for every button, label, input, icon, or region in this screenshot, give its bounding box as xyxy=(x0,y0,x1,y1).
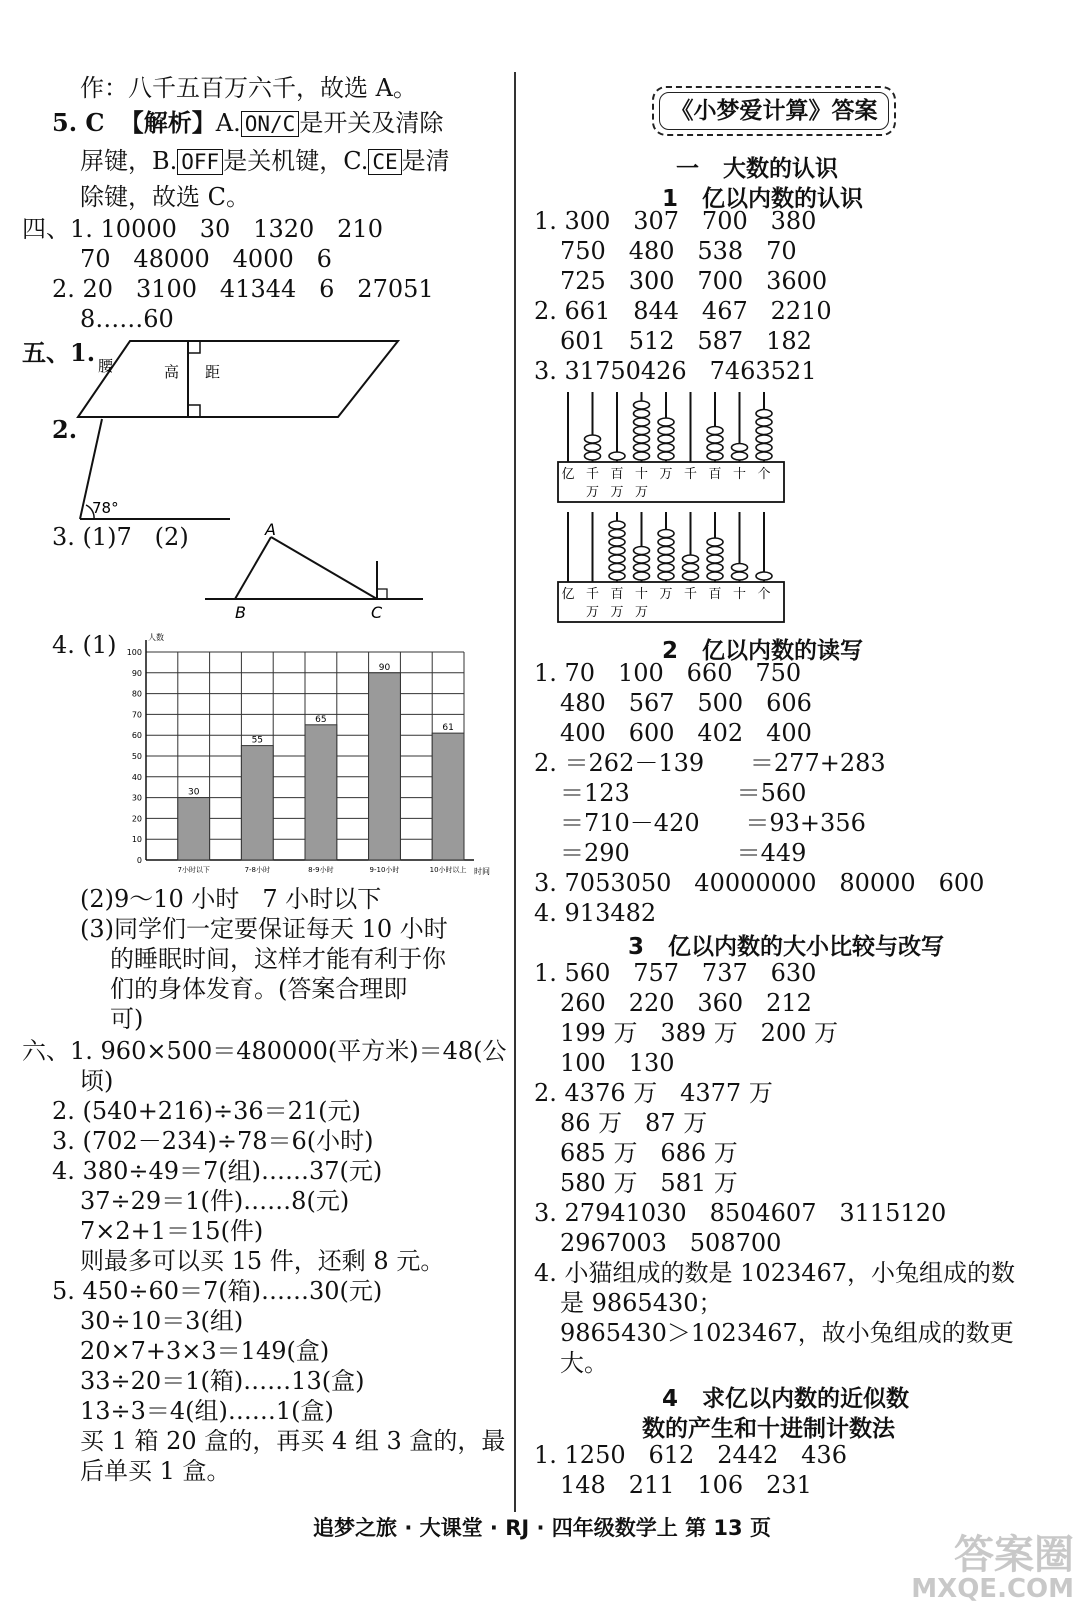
s2-answer2a: 2. ＝262－139 ＝277+283 xyxy=(534,749,886,777)
section5-answer4-3b: 的睡眠时间，这样才能有利于你 xyxy=(110,945,446,973)
abacus-place-label: 万 xyxy=(659,587,673,602)
bar xyxy=(369,673,401,860)
abacus-bead xyxy=(585,444,601,452)
analysis-tag: 【解析】 xyxy=(119,108,216,137)
s1-answer1a: 1. 300 307 700 380 xyxy=(534,207,817,235)
y-tick-label: 80 xyxy=(131,689,142,699)
s3-answer2a: 2. 4376 万 4377 万 xyxy=(534,1079,773,1107)
y-tick-label: 40 xyxy=(131,772,142,782)
abacus-place-sublabel: 万 xyxy=(634,605,649,620)
watermark-url: MXQE.COM xyxy=(911,1574,1074,1604)
abacus-bead xyxy=(658,572,674,580)
abacus-bead xyxy=(707,572,723,580)
abacus-bead xyxy=(634,564,650,572)
s3-answer1b: 260 220 360 212 xyxy=(560,989,812,1017)
section6-answer4d: 则最多可以买 15 件，还剩 8 元。 xyxy=(80,1247,445,1275)
y-tick-label: 100 xyxy=(126,648,142,657)
abacus-bead xyxy=(634,555,650,563)
abacus-bead xyxy=(683,555,699,563)
unit1-heading: 一 大数的认识 xyxy=(676,156,839,182)
bar xyxy=(432,733,464,860)
y-tick-label: 90 xyxy=(131,668,142,678)
option-c-desc: 是清 xyxy=(401,147,450,175)
abacus-bead xyxy=(756,572,772,580)
key-off-label: OFF xyxy=(177,149,223,175)
abacus-bead xyxy=(658,452,674,460)
abacus-bead xyxy=(707,538,723,546)
section5-answer4-label: 4. (1) xyxy=(52,631,117,659)
abacus-place-label: 个 xyxy=(757,587,771,602)
abacus-bead xyxy=(609,530,625,538)
bar-value-label: 30 xyxy=(187,787,200,798)
s1-answer3: 3. 31750426 7463521 xyxy=(534,357,817,385)
s1-answer1b: 750 480 538 70 xyxy=(560,237,797,265)
y-tick-label: 10 xyxy=(131,835,142,845)
side-label: 腰 xyxy=(98,357,114,375)
answer-4-continued: 作：八千五百万六千，故选 A。 xyxy=(80,74,417,102)
abacus-bead xyxy=(658,435,674,443)
section6-answer4b: 37÷29＝1(件)……8(元) xyxy=(80,1187,350,1215)
section6-answer3: 3. (702－234)÷78＝6(小时) xyxy=(52,1127,374,1155)
y-tick-label: 30 xyxy=(131,793,142,803)
abacus-place-label: 十 xyxy=(634,467,649,482)
key-ce-label: CE xyxy=(368,149,401,175)
abacus-place-label: 十 xyxy=(732,467,747,482)
s2-answer1a: 1. 70 100 660 750 xyxy=(534,659,802,687)
abacus-bead xyxy=(609,555,625,563)
section6-answer5g: 后单买 1 盒。 xyxy=(80,1457,231,1485)
section6-answer5f: 买 1 箱 20 盒的，再买 4 组 3 盒的，最 xyxy=(80,1427,506,1455)
height-label-2: 距 xyxy=(205,363,221,381)
page-footer: 追梦之旅 · 大课堂 · RJ · 四年级数学上 第 13 页 xyxy=(313,1516,771,1540)
abacus-bead xyxy=(634,547,650,555)
s3-answer1d: 100 130 xyxy=(560,1049,675,1077)
abacus-bead xyxy=(707,452,723,460)
abacus-place-sublabel: 万 xyxy=(610,605,624,620)
watermark-logo: 答案圈 xyxy=(954,1532,1074,1578)
abacus-bead xyxy=(732,572,748,580)
abacus-place-label: 千 xyxy=(585,467,600,482)
section4-heading-a: 4 求亿以内数的近似数 xyxy=(662,1386,910,1412)
abacus-place-label: 个 xyxy=(757,467,771,482)
abacus-bead xyxy=(707,444,723,452)
option-a: A. xyxy=(215,109,241,137)
vertex-a: A xyxy=(265,520,276,539)
section5-answer3: 3. (1)7 (2) xyxy=(52,523,189,551)
section5-answer2-label: 2. xyxy=(52,415,78,444)
x-tick-label: 9-10小时 xyxy=(369,866,400,874)
abacus-31750426 xyxy=(558,392,788,504)
abacus-bead xyxy=(756,452,772,460)
x-tick-label: 8-9小时 xyxy=(308,866,334,874)
abacus-bead xyxy=(609,547,625,555)
section4-heading-b: 数的产生和十进制计数法 xyxy=(642,1416,895,1442)
abacus-bead xyxy=(634,410,650,418)
x-tick-label: 10小时以上 xyxy=(429,866,467,874)
abacus-place-label: 亿 xyxy=(561,587,575,602)
section5-answer4-3a: (3)同学们一定要保证每天 10 小时 xyxy=(80,915,448,943)
abacus-bead xyxy=(585,435,601,443)
section2-heading: 2 亿以内数的读写 xyxy=(662,638,864,664)
abacus-bead xyxy=(585,452,601,460)
answer-title-box xyxy=(652,86,896,136)
s1-answer2a: 2. 661 844 467 2210 xyxy=(534,297,832,325)
s2-answer1b: 480 567 500 606 xyxy=(560,689,812,717)
section6-answer5c: 20×7+3×3＝149(盒) xyxy=(80,1337,330,1365)
abacus-bead xyxy=(707,564,723,572)
abacus-place-label: 十 xyxy=(732,587,747,602)
s2-answer1c: 400 600 402 400 xyxy=(560,719,812,747)
section6-answer2: 2. (540+216)÷36＝21(元) xyxy=(52,1097,361,1125)
section5-answer1-label: 五、1. xyxy=(22,338,96,367)
section6-answer5a: 5. 450÷60＝7(箱)……30(元) xyxy=(52,1277,383,1305)
abacus-bead xyxy=(658,427,674,435)
section4-answer2a: 2. 20 3100 41344 6 27051 xyxy=(52,275,434,303)
section4-answer1a: 四、1. 10000 30 1320 210 xyxy=(22,215,383,243)
s4-answer1a: 1. 1250 612 2442 436 xyxy=(534,1441,847,1469)
abacus-place-label: 亿 xyxy=(561,467,575,482)
angle-78-figure xyxy=(70,415,240,525)
abacus-place-label: 万 xyxy=(659,467,673,482)
abacus-bead xyxy=(756,427,772,435)
abacus-bead xyxy=(658,555,674,563)
section4-answer1b: 70 48000 4000 6 xyxy=(80,245,332,273)
abacus-bead xyxy=(756,435,772,443)
s3-answer3a: 3. 27941030 8504607 3115120 xyxy=(534,1199,947,1227)
vertex-b: B xyxy=(235,603,246,622)
s3-answer2b: 86 万 87 万 xyxy=(560,1109,708,1137)
section6-answer4a: 4. 380÷49＝7(组)……37(元) xyxy=(52,1157,383,1185)
right-angle-mark-top xyxy=(188,341,200,353)
abacus-7463521 xyxy=(558,512,788,624)
x-tick-label: 7-8小时 xyxy=(244,866,271,874)
section1-heading: 1 亿以内数的认识 xyxy=(662,186,864,212)
x-axis-label: 时间 xyxy=(474,867,490,876)
abacus-bead xyxy=(634,444,650,452)
s2-answer3: 3. 7053050 40000000 80000 600 xyxy=(534,869,985,897)
abacus-bead xyxy=(609,521,625,529)
s1-answer2b: 601 512 587 182 xyxy=(560,327,812,355)
abacus-place-sublabel: 万 xyxy=(585,605,600,620)
abacus-bead xyxy=(707,427,723,435)
bar-value-label: 65 xyxy=(315,714,327,725)
s2-answer2c: ＝710－420 ＝93+356 xyxy=(560,809,866,837)
bar-value-label: 90 xyxy=(378,662,391,673)
abacus-bead xyxy=(707,435,723,443)
abacus-bead xyxy=(634,435,650,443)
abacus-bead xyxy=(756,444,772,452)
abacus-bead xyxy=(634,427,650,435)
s2-answer2b: ＝123 ＝560 xyxy=(560,779,807,807)
bar xyxy=(305,725,337,860)
s3-answer1a: 1. 560 757 737 630 xyxy=(534,959,817,987)
abacus-place-label: 百 xyxy=(708,467,722,482)
abacus-bead xyxy=(683,572,699,580)
s3-answer4b: 是 9865430； xyxy=(560,1289,723,1317)
side-ab xyxy=(235,537,271,599)
x-tick-label: 7小时以下 xyxy=(177,866,210,874)
abacus-place-label: 百 xyxy=(610,587,624,602)
abacus-bead xyxy=(732,564,748,572)
bar xyxy=(178,798,210,860)
abacus-bead xyxy=(658,444,674,452)
abacus-place-label: 千 xyxy=(683,587,698,602)
option-b-desc: 是关机键，C. xyxy=(223,147,369,175)
y-tick-label: 70 xyxy=(131,710,142,720)
height-label-1: 高 xyxy=(164,363,180,381)
angle-label: 78° xyxy=(92,499,119,517)
section5-answer4-3c: 们的身体发育。(答案合理即 xyxy=(110,975,408,1003)
abacus-place-label: 十 xyxy=(634,587,649,602)
section4-answer2b: 8……60 xyxy=(80,305,174,333)
triangle-figure xyxy=(205,520,425,625)
s3-answer4a: 4. 小猫组成的数是 1023467，小兔组成的数 xyxy=(534,1259,1016,1287)
answer-q5 xyxy=(52,108,443,139)
abacus-place-label: 千 xyxy=(683,467,698,482)
vertex-c: C xyxy=(371,603,383,622)
bar-value-label: 55 xyxy=(251,735,264,746)
question-number: 5. C xyxy=(52,108,105,137)
abacus-place-sublabel: 万 xyxy=(610,485,624,500)
section6-answer4c: 7×2+1＝15(件) xyxy=(80,1217,264,1245)
abacus-bead xyxy=(756,410,772,418)
section6-answer5b: 30÷10＝3(组) xyxy=(80,1307,244,1335)
s3-answer1c: 199 万 389 万 200 万 xyxy=(560,1019,839,1047)
abacus-bead xyxy=(707,547,723,555)
s3-answer3b: 2967003 508700 xyxy=(560,1229,782,1257)
sleep-bar-chart xyxy=(118,632,498,894)
abacus-bead xyxy=(634,452,650,460)
s2-answer2d: ＝290 ＝449 xyxy=(560,839,807,867)
parallelogram-shape xyxy=(78,341,398,417)
abacus-bead xyxy=(756,418,772,426)
bar-value-label: 61 xyxy=(442,723,454,734)
s3-answer2c: 685 万 686 万 xyxy=(560,1139,738,1167)
answer-q5-line2 xyxy=(80,146,450,177)
abacus-bead xyxy=(707,555,723,563)
abacus-bead xyxy=(658,538,674,546)
y-tick-label: 20 xyxy=(131,814,142,824)
section5-answer4-2: (2)9～10 小时 7 小时以下 xyxy=(80,885,382,913)
abacus-bead xyxy=(609,572,625,580)
right-angle-mark-c xyxy=(377,589,387,599)
abacus-bead xyxy=(658,418,674,426)
abacus-bead xyxy=(609,564,625,572)
abacus-bead xyxy=(683,564,699,572)
option-a-desc: 是开关及清除 xyxy=(299,109,444,137)
section6-answer5d: 33÷20＝1(箱)……13(盒) xyxy=(80,1367,365,1395)
abacus-bead xyxy=(732,444,748,452)
answer-q5-line3: 除键，故选 C。 xyxy=(80,183,250,211)
y-tick-label: 0 xyxy=(136,856,142,865)
column-divider xyxy=(514,72,516,1512)
section6-answer5e: 13÷3＝4(组)……1(盒) xyxy=(80,1397,334,1425)
abacus-bead xyxy=(634,572,650,580)
s3-answer4d: 大。 xyxy=(560,1349,608,1377)
key-onc-label: ON/C xyxy=(241,111,300,137)
section6-answer1a: 六、1. 960×500＝480000(平方米)＝48(公 xyxy=(22,1037,507,1065)
abacus-bead xyxy=(634,418,650,426)
abacus-place-label: 千 xyxy=(585,587,600,602)
abacus-bead xyxy=(658,530,674,538)
y-tick-label: 50 xyxy=(131,752,142,761)
s1-answer1c: 725 300 700 3600 xyxy=(560,267,828,295)
s4-answer1b: 148 211 106 231 xyxy=(560,1471,812,1499)
abacus-bead xyxy=(634,401,650,409)
abacus-place-sublabel: 万 xyxy=(634,485,649,500)
s3-answer2d: 580 万 581 万 xyxy=(560,1169,738,1197)
y-axis-label: 人数 xyxy=(148,633,164,642)
option-b: 屏键，B. xyxy=(80,147,178,175)
abacus-bead xyxy=(658,547,674,555)
abacus-place-sublabel: 万 xyxy=(585,485,600,500)
abacus-bead xyxy=(609,452,625,460)
section5-answer4-3d: 可) xyxy=(110,1005,144,1033)
chart-bars xyxy=(178,673,464,860)
abacus-place-label: 百 xyxy=(708,587,722,602)
y-tick-label: 60 xyxy=(131,731,142,741)
side-ac xyxy=(271,537,377,599)
abacus-bead xyxy=(609,538,625,546)
section6-answer1b: 顷) xyxy=(80,1067,114,1095)
s2-answer4: 4. 913482 xyxy=(534,899,657,927)
answer-title: 《小梦爱计算》答案 xyxy=(659,92,889,130)
abacus-bead xyxy=(658,564,674,572)
section3-heading: 3 亿以内数的大小比较与改写 xyxy=(628,934,945,960)
abacus-bead xyxy=(732,452,748,460)
s3-answer4c: 9865430＞1023467，故小兔组成的数更 xyxy=(560,1319,1014,1347)
bar xyxy=(241,746,273,860)
abacus-place-label: 百 xyxy=(610,467,624,482)
